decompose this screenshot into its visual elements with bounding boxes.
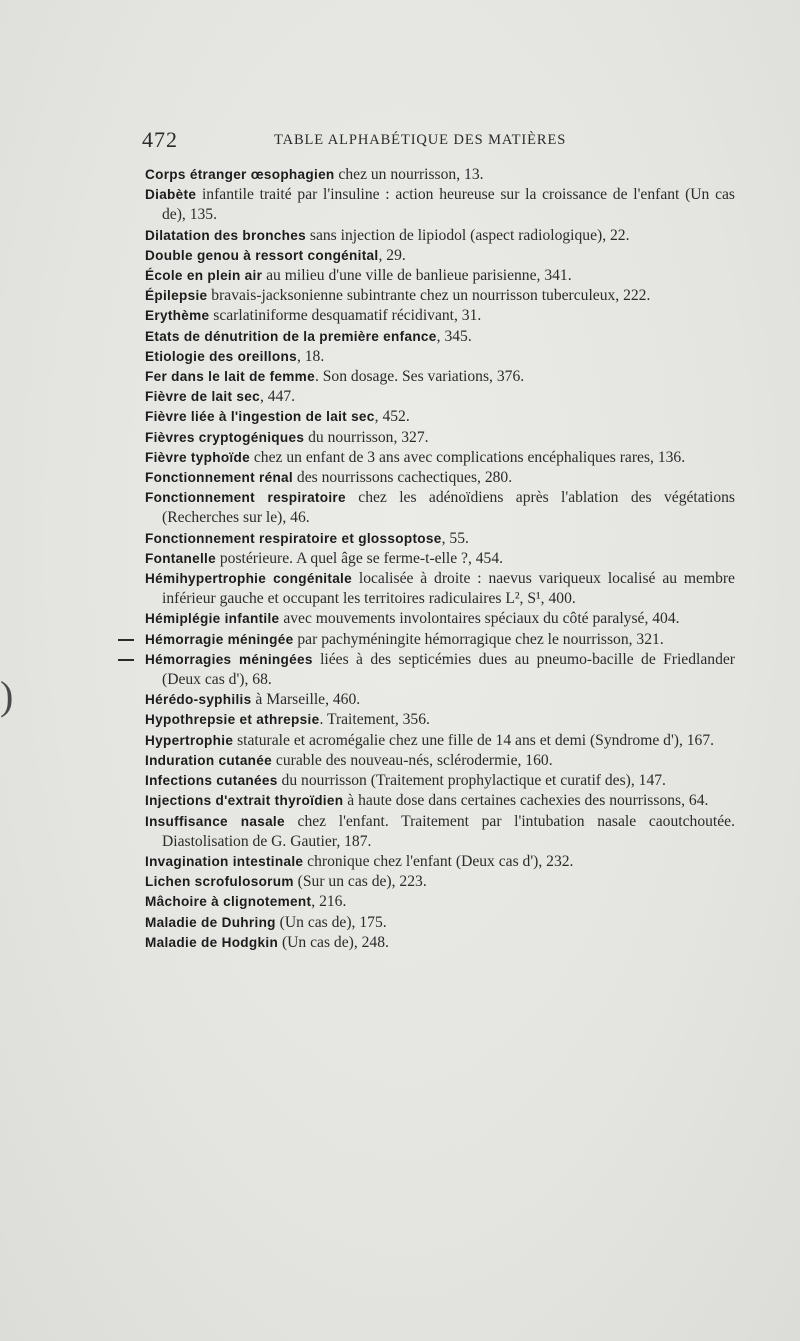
- entry-description: du nourrisson, 327.: [304, 428, 429, 446]
- index-entry: [145, 872, 735, 892]
- entry-term: Lichen scrofulosorum: [145, 874, 294, 890]
- index-entry: [145, 913, 735, 933]
- entry-description: scarlatiniforme desquamatif récidivant, 31.: [209, 307, 482, 325]
- entry-term: Dilatation des bronches: [145, 227, 306, 243]
- entry-description: au milieu d'une ville de banlieue parisienne, 341.: [262, 267, 572, 285]
- entry-term: Hypertrophie: [145, 732, 234, 748]
- entry-term: Induration cutanée: [145, 752, 273, 768]
- index-entry: [145, 791, 735, 811]
- entry-description: du nourrisson (Traitement prophylactique et curatif des), 147.: [277, 772, 666, 790]
- entry-term: Fontanelle: [145, 550, 216, 566]
- page-header: [142, 127, 612, 155]
- margin-mark: ): [0, 673, 14, 718]
- entry-description: , 452.: [374, 408, 410, 426]
- entry-description: chronique chez l'enfant (Deux cas d'), 232.: [303, 852, 574, 870]
- entry-term: Hémorragies méningées: [145, 651, 313, 667]
- entry-description: , 18.: [296, 347, 325, 365]
- entry-description: des nourrissons cachectiques, 280.: [293, 469, 513, 487]
- entry-term: Insuffisance nasale: [145, 813, 285, 829]
- entry-description: curable des nouveau-nés, sclérodermie, 160.: [272, 751, 553, 769]
- entry-description: chez l'enfant. Traitement par l'intubation nasale caoutchoutée. Diastolisation de G. Gautier, 187.: [162, 812, 735, 850]
- entry-term: Etats de dénutrition de la première enfance: [145, 328, 437, 344]
- index-entry: [145, 852, 735, 872]
- entry-term: Infections cutanées: [145, 773, 278, 789]
- entry-description: infantile traité par l'insuline : action heureuse sur la croissance de l'enfant (Un cas de), 135.: [162, 186, 735, 224]
- entry-term: Etiologie des oreillons: [145, 348, 297, 364]
- entry-description: par pachyméningite hémorragique chez le nourrisson, 321.: [293, 630, 664, 648]
- entry-description: , 55.: [441, 529, 469, 547]
- index-entry: [145, 609, 735, 629]
- entry-term: Hémihypertrophie congénitale: [145, 571, 352, 587]
- index-entry: [145, 448, 735, 468]
- entry-description: localisée à droite : naevus variqueux localisé au membre inférieur gauche et occupant les territoires radiculaires L², S¹, 400.: [162, 570, 735, 608]
- entry-term: Maladie de Duhring: [145, 914, 276, 930]
- entry-description: à Marseille, 460.: [251, 691, 361, 709]
- entry-term: École en plein air: [145, 268, 263, 284]
- entry-description: chez les adénoïdiens après l'ablation des végétations (Recherches sur le), 46.: [162, 489, 735, 527]
- page-number: 472: [142, 127, 178, 152]
- entry-description: (Sur un cas de), 223.: [293, 873, 427, 891]
- entry-term: Fièvres cryptogéniques: [145, 429, 305, 445]
- entry-description: staturale et acromégalie chez une fille de 14 ans et demi (Syndrome d'), 167.: [233, 731, 715, 749]
- entry-term: Corps étranger œsophagien: [145, 167, 335, 182]
- index-entry: [145, 569, 735, 609]
- entry-term: Hémiplégie infantile: [145, 611, 280, 627]
- index-entry: [145, 488, 735, 528]
- margin-dash: [118, 659, 134, 661]
- entry-description: à haute dose dans certaines cachexies des nourrissons, 64.: [343, 792, 709, 810]
- index-entry: [145, 771, 735, 791]
- index-entry: [145, 630, 735, 650]
- entry-term: Double genou à ressort congénital: [145, 247, 379, 263]
- entry-term: Fonctionnement respiratoire: [145, 490, 346, 506]
- index-entry: [145, 812, 735, 852]
- entry-description: (Un cas de), 248.: [278, 933, 389, 951]
- index-entry: [145, 327, 735, 347]
- index-entry: [145, 731, 735, 751]
- margin-dash: [118, 639, 134, 641]
- index-entry: [145, 529, 735, 549]
- index-entry: [145, 347, 735, 367]
- entry-term: Épilepsie: [145, 288, 208, 304]
- entry-description: (Un cas de), 175.: [275, 913, 387, 931]
- index-entry: [145, 710, 735, 730]
- entry-term: Fièvre typhoïde: [145, 449, 250, 465]
- entry-term: Injections d'extrait thyroïdien: [145, 793, 344, 809]
- entry-term: Hémorragie méningée: [145, 631, 294, 647]
- entry-term: Fonctionnement rénal: [145, 470, 293, 486]
- entry-term: Fièvre liée à l'ingestion de lait sec: [145, 409, 375, 425]
- index-entry: [145, 367, 735, 387]
- index-entry: [145, 266, 735, 286]
- index-entry: [145, 407, 735, 427]
- index-entries: [145, 165, 735, 953]
- index-entry: [145, 165, 735, 185]
- entry-description: bravais-jacksonienne subintrante chez un nourrisson tuberculeux, 222.: [207, 287, 651, 305]
- entry-description: chez un enfant de 3 ans avec complications encéphaliques rares, 136.: [249, 448, 686, 466]
- entry-term: Hérédo-syphilis: [145, 692, 252, 708]
- entry-description: , 345.: [436, 327, 472, 345]
- entry-term: Fer dans le lait de femme: [145, 369, 315, 385]
- entry-description: , 216.: [311, 893, 347, 911]
- entry-term: Hypothrepsie et athrepsie: [145, 712, 320, 728]
- index-entry: [145, 286, 735, 306]
- entry-description: . Traitement, 356.: [319, 711, 430, 729]
- index-entry: [145, 226, 735, 246]
- index-entry: [145, 428, 735, 448]
- entry-description: postérieure. A quel âge se ferme-t-elle ?, 454.: [215, 549, 504, 567]
- index-entry: [145, 185, 735, 225]
- entry-description: avec mouvements involontaires spéciaux du côté paralysé, 404.: [279, 610, 680, 628]
- entry-term: Fièvre de lait sec: [145, 389, 260, 405]
- index-entry: [145, 650, 735, 690]
- index-entry: [145, 892, 735, 912]
- entry-description: liées à des septicémies dues au pneumo-bacille de Friedlander (Deux cas d'), 68.: [162, 650, 735, 689]
- entry-description: , 447.: [259, 388, 296, 406]
- index-entry: [145, 933, 735, 953]
- index-entry: [145, 468, 735, 488]
- entry-description: sans injection de lipiodol (aspect radiologique), 22.: [306, 226, 630, 244]
- entry-term: Mâchoire à clignotement: [145, 894, 312, 910]
- entry-description: . Son dosage. Ses variations, 376.: [314, 368, 525, 386]
- index-entry: [145, 387, 735, 407]
- running-title: TABLE ALPHABÉTIQUE DES MATIÈRES: [274, 132, 567, 148]
- entry-description: chez un nourrisson, 13.: [334, 166, 484, 183]
- index-entry: [145, 246, 735, 266]
- entry-term: Diabète: [145, 187, 197, 203]
- entry-term: Erythème: [145, 308, 210, 324]
- index-entry: [145, 549, 735, 569]
- index-entry: [145, 751, 735, 771]
- entry-term: Fonctionnement respiratoire et glossoptose: [145, 530, 442, 546]
- index-entry: [145, 306, 735, 326]
- entry-term: Invagination intestinale: [145, 853, 304, 869]
- entry-description: , 29.: [378, 246, 406, 264]
- index-entry: [145, 690, 735, 710]
- entry-term: Maladie de Hodgkin: [145, 934, 279, 950]
